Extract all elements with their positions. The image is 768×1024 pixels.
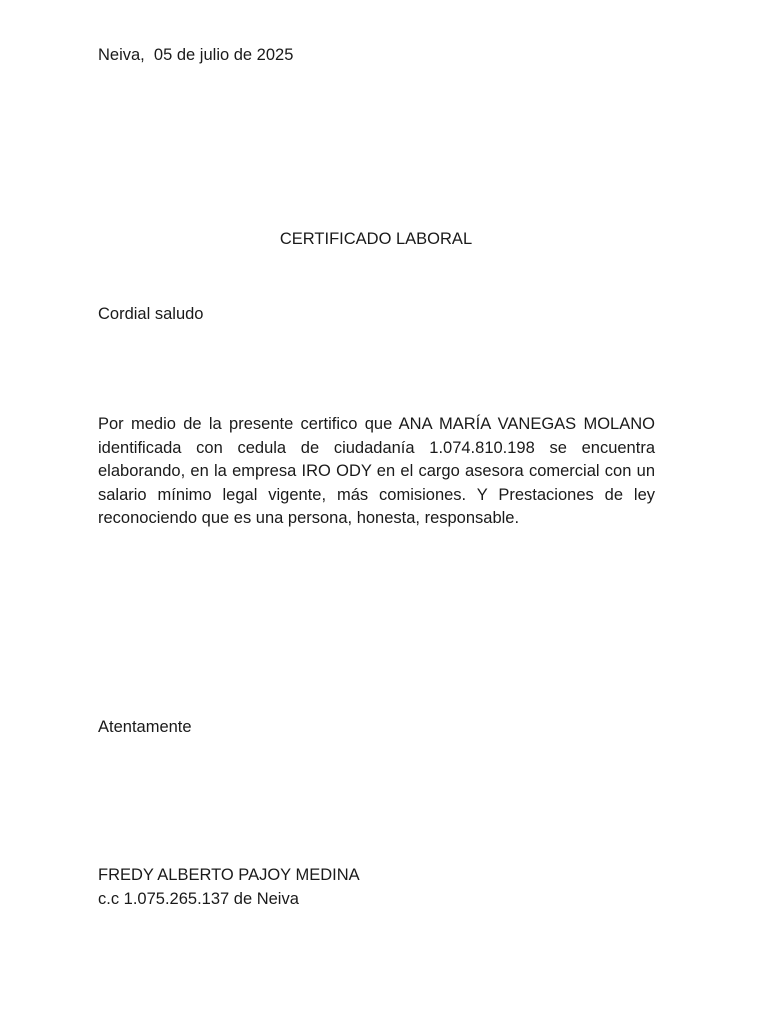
signer-name: FREDY ALBERTO PAJOY MEDINA [98,866,360,884]
letter-greeting: Cordial saludo [98,305,204,323]
letter-closing: Atentamente [98,718,192,736]
signer-id: c.c 1.075.265.137 de Neiva [98,890,299,908]
letter-date: Neiva, 05 de julio de 2025 [98,46,294,64]
letter-title: CERTIFICADO LABORAL [279,230,473,248]
letter-body: Por medio de la presente certifico que ANA MARÍA VANEGAS MOLANO identificada con cedula de ciudadanía 1.074.810.198 se encuentra elaborando, en la empresa IRO ODY en el cargo asesora comercial con un salario mínimo legal vigente, más comisiones. Y Prestaciones de ley reconociendo que es una persona, honesta, responsable. [98,415,655,528]
